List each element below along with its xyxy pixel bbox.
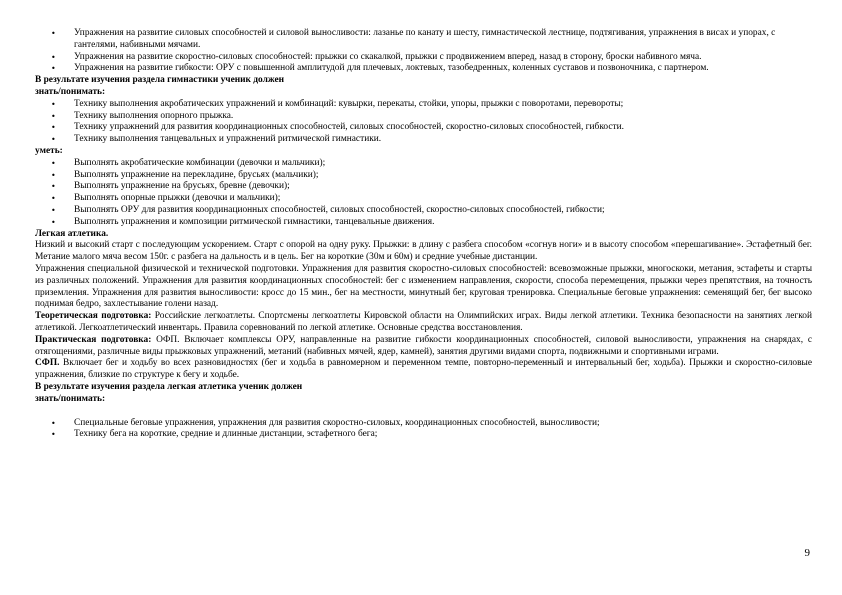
athletics-know-list xyxy=(35,418,812,442)
athletics-heading: Легкая атлетика. xyxy=(35,228,109,239)
gym-can-heading: уметь: xyxy=(35,145,63,156)
list-item: • Технику бега на короткие, средние и длинные дистанции, эстафетного бега; xyxy=(35,429,812,441)
page-number: 9 xyxy=(804,547,810,559)
list-item: • Технику упражнений для развития координационных способностей, силовых способностей, скоростно-силовых способностей, гибкости. xyxy=(35,122,812,134)
theory-label: Теоретическая подготовка: xyxy=(35,311,152,322)
athletics-paragraph-2: Упражнения специальной физической и технической подготовки. Упражнения для развития скоростно-силовых способностей: всевозможные прыжки, многоскоки, метания, эстафеты и старты из различных положений. Упражнения для развития координационных способностей: бег с изменением направления, скорости, способа перемещения, прыжки через препятствия, на точность приземления. Упражнения для развития выносливости: кросс до 15 мин., бег на местности, минутный бег, круговая тренировка. Специальные беговые упражнения: семенящий бег, бег высоко поднимая бедро, захлестывание голени назад. xyxy=(35,263,812,310)
athletics-know-heading: знать/понимать: xyxy=(35,393,106,404)
list-item: • Упражнения на развитие гибкости: ОРУ с повышенной амплитудой для плечевых, локтевых, тазобедренных, коленных суставов и позвоночника, с партнером. xyxy=(35,63,812,75)
list-item: • Упражнения на развитие скоростно-силовых способностей: прыжки со скакалкой, прыжки с продвижением вперед, назад в сторону, броски набивного мяча. xyxy=(35,52,812,64)
list-item: • Выполнять опорные прыжки (девочки и мальчики); xyxy=(35,193,812,205)
spacer xyxy=(35,406,812,418)
list-item: • Упражнения на развитие силовых способностей и силовой выносливости: лазанье по канату и шесту, гимнастической лестнице, подтягивания, упражнения в висах и упорах, с гантелями, набивными мячами. xyxy=(35,28,812,52)
gym-can-list xyxy=(35,158,812,229)
list-item: • Технику выполнения акробатических упражнений и комбинаций: кувырки, перекаты, стойки, упоры, прыжки с поворотами, перевороты; xyxy=(35,99,812,111)
theory-paragraph xyxy=(35,311,812,335)
gym-know-list xyxy=(35,99,812,146)
list-item: • Технику выполнения танцевальных и упражнений ритмической гимнастики. xyxy=(35,134,812,146)
practice-text: ОФП. Включает комплексы ОРУ, направленные на развитие гибкости координационных способностей, силовой выносливости, упражнения на снарядах, с отягощениями, различные виды прыжковых упражнений, метаний (набивных мячей, ядер, камней), занятия другими видами спорта, подвижными и спортивными играми. xyxy=(35,334,812,357)
list-item: • Выполнять упражнение на перекладине, брусьях (мальчики); xyxy=(35,170,812,182)
sfp-paragraph xyxy=(35,358,812,382)
sfp-label: СФП. xyxy=(35,358,60,369)
theory-text: Российские легкоатлеты. Спортсмены легкоатлеты Кировской области на Олимпийских играх. Виды легкой атлетики. Техника безопасности на занятиях легкой атлетикой. Легкоатлетический инвентарь. Правила соревнований по легкой атлетике. Основные средства восстановления. xyxy=(35,311,812,333)
sfp-text: Включает бег и ходьбу во всех разновидностях (бег и ходьба в равномерном и переменном темпе, повторно-переменный и интервальный бег, ходьба). Прыжки и скоростно-силовые упражнения, близкие по структуре к бегу и ходьбе. xyxy=(35,358,812,381)
document-page xyxy=(35,28,812,441)
list-item: • Специальные беговые упражнения, упражнения для развития скоростно-силовых, координационных способностей, выносливости; xyxy=(35,418,812,430)
list-item: • Выполнять упражнения и композиции ритмической гимнастики, танцевальные движения. xyxy=(35,217,812,229)
practice-paragraph xyxy=(35,335,812,359)
gym-result-heading: В результате изучения раздела гимнастики ученик должен xyxy=(35,75,285,86)
athletics-paragraph-1: Низкий и высокий старт с последующим ускорением. Старт с опорой на одну руку. Прыжки: в длину с разбега способом «согнув ноги» и в высоту способом «перешагивание». Эстафетный бег. Метание малого мяча весом 150г. с разбега на дальность и в цель. Бег на короткие (30м и 60м) и средние учебные дистанции. xyxy=(35,240,812,263)
list-item: • Выполнять упражнение на брусьях, бревне (девочки); xyxy=(35,181,812,193)
list-item: • Выполнять ОРУ для развития координационных способностей, силовых способностей, скоростно-силовых способностей, гибкости; xyxy=(35,205,812,217)
strength-exercises-list xyxy=(35,28,812,75)
gym-know-heading: знать/понимать: xyxy=(35,86,106,97)
practice-label: Практическая подготовка: xyxy=(35,334,152,345)
list-item: • Технику выполнения опорного прыжка. xyxy=(35,111,812,123)
athletics-result-heading: В результате изучения раздела легкая атлетика ученик должен xyxy=(35,381,303,392)
list-item: • Выполнять акробатические комбинации (девочки и мальчики); xyxy=(35,158,812,170)
